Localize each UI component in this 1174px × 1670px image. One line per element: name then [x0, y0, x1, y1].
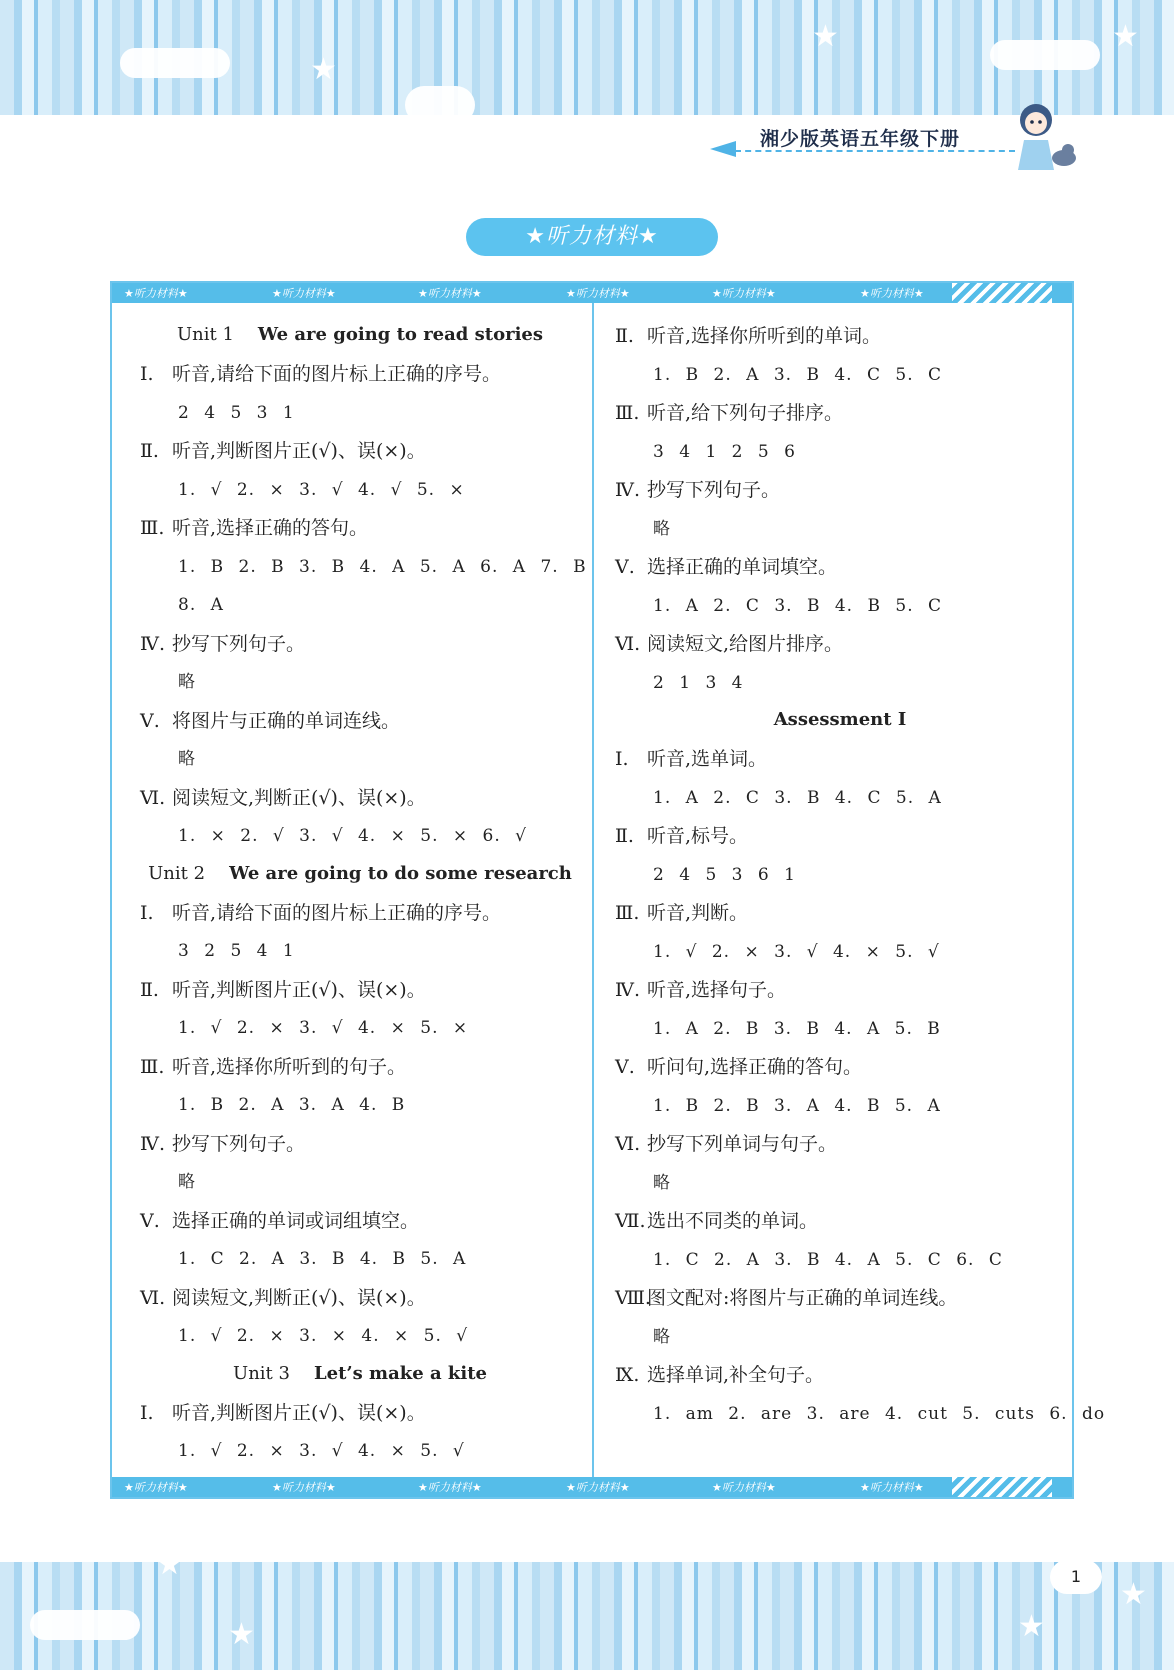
band-tag: ★听力材料★	[272, 287, 336, 300]
star-icon: ★	[812, 19, 839, 54]
band-tag: ★听力材料★	[418, 1481, 482, 1494]
arrow-icon	[710, 141, 736, 157]
unit-heading	[140, 1357, 580, 1395]
question-text: 听音,选单词。	[647, 748, 768, 770]
question-number: Ⅸ.	[615, 1364, 640, 1386]
answer-row: 3 2 5 4 1	[178, 941, 295, 961]
answer-row: 1. C 2. A 3. B 4. A 5. C 6. C	[653, 1249, 1003, 1270]
answer-row: 1. B 2. A 3. A 4. B	[178, 1095, 406, 1115]
band-tag: ★听力材料★	[566, 1481, 630, 1494]
answer-row: 1. × 2. √ 3. √ 4. × 5. × 6. √	[178, 826, 527, 846]
hatch-decoration	[952, 283, 1052, 303]
unit-title: Let’s make a kite	[313, 1362, 487, 1384]
answer-row: 1. √ 2. × 3. √ 4. × 5. ×	[178, 1018, 469, 1038]
question-text: 听问句,选择正确的答句。	[647, 1056, 863, 1078]
question-text: 听音,选择正确的答句。	[172, 517, 369, 539]
question-number: Ⅱ.	[615, 325, 634, 347]
band-tag: ★听力材料★	[272, 1481, 336, 1494]
answer-row: 1. √ 2. × 3. √ 4. × 5. √	[653, 941, 940, 962]
question-row	[140, 1126, 580, 1165]
unit-number: Unit 3	[233, 1362, 290, 1384]
question-text: 将图片与正确的单词连线。	[172, 709, 401, 732]
question-number: Ⅵ.	[615, 633, 641, 655]
question-row	[140, 895, 580, 934]
mascot-illustration	[1008, 98, 1080, 172]
question-text: 抄写下列句子。	[172, 632, 306, 655]
section-title: ★听力材料★	[466, 218, 718, 256]
band-tag: ★听力材料★	[566, 287, 630, 300]
answer-row: 略	[653, 1172, 671, 1193]
question-text: 抄写下列单词与句子。	[647, 1133, 838, 1155]
question-text: 听音,判断图片正(√)、误(×)。	[172, 1401, 426, 1424]
question-row	[615, 818, 1065, 857]
question-row	[140, 433, 580, 472]
question-row	[615, 741, 1065, 780]
bottom-tag-band	[112, 1477, 1072, 1497]
question-text: 选择正确的单词填空。	[647, 556, 838, 578]
question-number: Ⅴ.	[615, 1056, 635, 1078]
band-tag: ★听力材料★	[418, 287, 482, 300]
answer-row: 1. B 2. B 3. A 4. B 5. A	[653, 1095, 941, 1116]
question-text: 听音,判断图片正(√)、误(×)。	[172, 440, 426, 462]
cloud-decoration	[405, 86, 475, 124]
unit-title: We are going to read stories	[257, 324, 544, 345]
band-tag: ★听力材料★	[860, 287, 924, 300]
question-number: Ⅲ.	[140, 517, 165, 539]
unit-number: Unit 2	[148, 862, 206, 884]
question-text: 听音,给下列句子排序。	[647, 402, 844, 424]
question-number: Ⅰ.	[140, 901, 154, 924]
question-number: Ⅱ.	[140, 440, 159, 462]
question-number: Ⅲ.	[140, 1055, 165, 1078]
unit-number: Unit 1	[176, 324, 234, 345]
answer-row: 1. A 2. B 3. B 4. A 5. B	[653, 1018, 941, 1039]
question-number: Ⅲ.	[615, 402, 640, 424]
question-text: 选出不同类的单词。	[647, 1210, 819, 1232]
question-text: 听音,请给下面的图片标上正确的序号。	[172, 363, 502, 385]
band-tag: ★听力材料★	[712, 287, 776, 300]
column-divider	[592, 303, 594, 1477]
cloud-decoration	[30, 1610, 140, 1640]
question-number: Ⅰ.	[140, 1401, 154, 1424]
question-number: Ⅶ.	[615, 1210, 646, 1232]
answer-row: 1. B 2. A 3. B 4. C 5. C	[653, 364, 943, 385]
answer-row: 略	[178, 749, 196, 769]
question-number: Ⅳ.	[140, 632, 166, 655]
question-text: 抄写下列句子。	[172, 1132, 306, 1155]
question-row	[140, 1395, 580, 1434]
band-tag: ★听力材料★	[712, 1481, 776, 1494]
book-title: 湘少版英语五年级下册	[760, 128, 961, 150]
question-row	[615, 549, 1065, 588]
star-icon: ★	[310, 52, 337, 87]
question-row	[615, 318, 1065, 357]
band-tag: ★听力材料★	[124, 1481, 188, 1494]
right-answer-column	[615, 318, 1106, 1434]
answer-row: 1. √ 2. × 3. × 4. × 5. √	[178, 1326, 469, 1346]
question-text: 图文配对:将图片与正确的单词连线。	[647, 1287, 958, 1309]
question-row	[615, 1203, 1065, 1242]
answer-row: 8. A	[178, 595, 224, 615]
question-number: Ⅱ.	[140, 978, 159, 1001]
question-row	[615, 895, 1065, 934]
unit-heading	[140, 857, 580, 895]
question-number: Ⅳ.	[140, 1132, 166, 1155]
question-row	[615, 1049, 1065, 1088]
answer-row: 略	[178, 1172, 196, 1192]
question-text: 阅读短文,判断正(√)、误(×)。	[172, 786, 426, 809]
question-row	[615, 472, 1065, 511]
answer-row: 1. am 2. are 3. are 4. cut 5. cuts 6. do	[653, 1403, 1106, 1424]
question-number: Ⅷ.	[615, 1287, 651, 1309]
question-number: Ⅵ.	[140, 786, 166, 809]
question-row	[140, 356, 580, 395]
question-text: 听音,标号。	[647, 825, 749, 847]
question-row	[140, 1049, 580, 1088]
question-row	[140, 780, 580, 819]
page-number: 1	[1050, 1560, 1102, 1594]
question-row	[140, 1203, 580, 1242]
band-tag: ★听力材料★	[860, 1481, 924, 1494]
question-text: 听音,判断图片正(√)、误(×)。	[172, 978, 426, 1001]
answer-row: 1. C 2. A 3. B 4. B 5. A	[178, 1249, 467, 1269]
band-tag: ★听力材料★	[124, 287, 188, 300]
answer-row: 2 1 3 4	[653, 672, 744, 693]
question-row	[140, 510, 580, 549]
question-row	[615, 1280, 1065, 1319]
question-row	[615, 1126, 1065, 1165]
question-number: Ⅳ.	[615, 479, 641, 501]
question-text: 阅读短文,给图片排序。	[647, 633, 844, 655]
question-text: 抄写下列句子。	[647, 479, 781, 501]
question-number: Ⅱ.	[615, 825, 634, 847]
question-row	[615, 972, 1065, 1011]
question-number: Ⅵ.	[615, 1133, 641, 1155]
unit-title: We are going to do some research	[229, 862, 572, 884]
question-text: 听音,选择你所听到的句子。	[172, 1055, 407, 1078]
question-number: Ⅴ.	[140, 709, 160, 732]
unit-heading	[615, 703, 1065, 741]
unit-title: Assessment Ⅰ	[773, 709, 907, 730]
answer-row: 略	[653, 518, 671, 539]
question-text: 听音,选择你所听到的单词。	[647, 325, 882, 347]
question-number: Ⅲ.	[615, 902, 640, 924]
cloud-decoration	[120, 48, 230, 78]
question-number: Ⅳ.	[615, 979, 641, 1001]
answer-row: 2 4 5 3 1	[178, 402, 295, 423]
question-number: Ⅴ.	[140, 1209, 160, 1232]
top-tag-band	[112, 283, 1072, 303]
answer-row: 2 4 5 3 6 1	[653, 864, 796, 885]
question-row	[140, 1280, 580, 1319]
question-number: Ⅰ.	[140, 363, 154, 385]
question-row	[615, 1357, 1065, 1396]
star-icon: ★	[1018, 1609, 1045, 1644]
question-text: 听音,判断。	[647, 902, 749, 924]
star-icon: ★	[156, 1547, 183, 1582]
question-row	[615, 626, 1065, 665]
answer-row: 1. A 2. C 3. B 4. C 5. A	[653, 787, 942, 808]
question-row	[140, 972, 580, 1011]
question-number: Ⅴ.	[615, 556, 635, 578]
left-answer-column	[140, 318, 587, 1472]
question-number: Ⅵ.	[140, 1286, 166, 1309]
question-row	[615, 395, 1065, 434]
answer-row: 略	[178, 672, 196, 692]
question-text: 选择单词,补全句子。	[647, 1364, 825, 1386]
answer-row: 1. √ 2. × 3. √ 4. × 5. √	[178, 1441, 465, 1461]
answer-row: 1. B 2. B 3. B 4. A 5. A 6. A 7. B	[178, 556, 587, 577]
question-text: 听音,请给下面的图片标上正确的序号。	[172, 901, 502, 924]
question-text: 选择正确的单词或词组填空。	[172, 1209, 420, 1232]
unit-heading	[140, 318, 580, 356]
question-text: 阅读短文,判断正(√)、误(×)。	[172, 1286, 426, 1309]
hatch-decoration	[952, 1477, 1052, 1497]
question-number: Ⅰ.	[615, 748, 629, 770]
star-icon: ★	[1120, 1577, 1147, 1612]
answer-row: 3 4 1 2 5 6	[653, 441, 796, 462]
star-icon: ★	[1112, 19, 1139, 54]
question-row	[140, 703, 580, 742]
cloud-decoration	[990, 40, 1100, 70]
question-row	[140, 626, 580, 665]
answer-row: 1. A 2. C 3. B 4. B 5. C	[653, 595, 943, 616]
answer-row: 略	[653, 1326, 671, 1347]
star-icon: ★	[228, 1617, 255, 1652]
question-text: 听音,选择句子。	[647, 979, 787, 1001]
answer-row: 1. √ 2. × 3. √ 4. √ 5. ×	[178, 479, 465, 500]
